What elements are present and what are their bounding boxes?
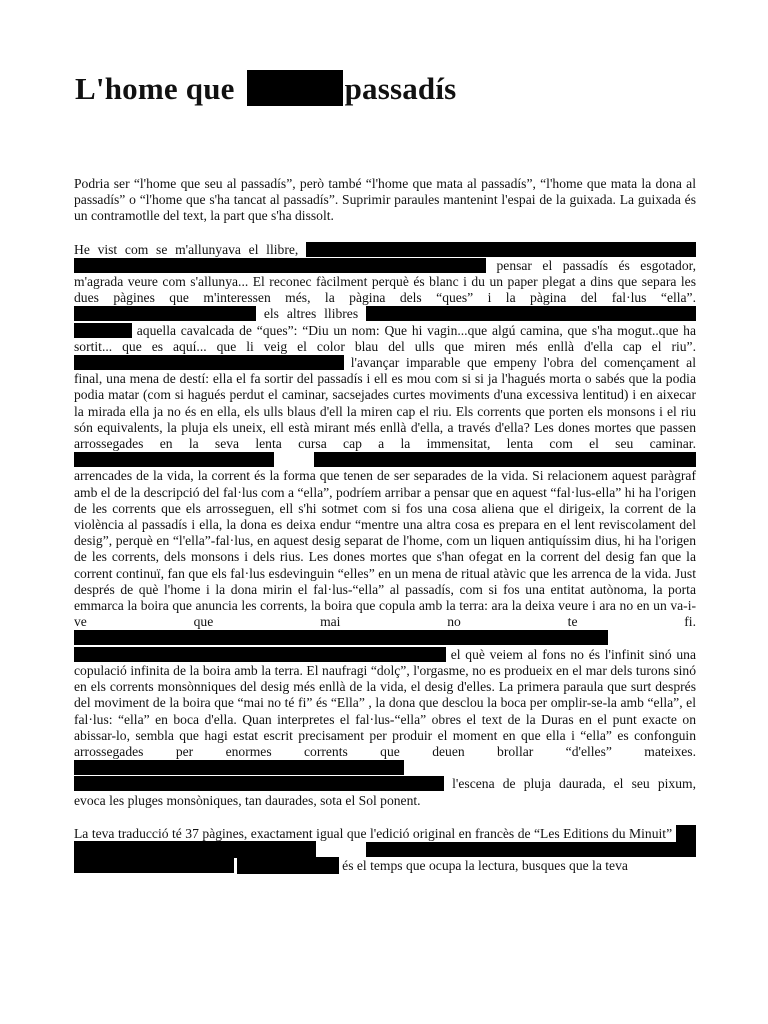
redaction-bar xyxy=(74,647,446,662)
redacted-phrase xyxy=(237,857,338,874)
title-end: passadís xyxy=(344,71,457,106)
paragraph-1: Podria ser “l'home que seu al passadís”, però també “l'home que mata al passadís”, “l'home que mata la dona al passadís” o “l'home que s'ha tancat al passadís”. Suprimir paraules mantenint l'espai de la guixada. La guixada és un contramotlle del text, la part que s'ha dissolt. xyxy=(74,176,696,224)
redaction-bar xyxy=(74,323,132,338)
page-title xyxy=(75,70,456,107)
document-body xyxy=(74,176,696,874)
paragraph-3 xyxy=(74,826,696,875)
title-redaction-bar xyxy=(247,70,343,106)
redaction-bar xyxy=(74,630,608,645)
redaction-bar xyxy=(366,842,696,857)
redaction-bar xyxy=(74,776,444,791)
redaction-bar xyxy=(74,452,274,467)
paragraph-3-text-a: La teva traducció té 37 pàgines, exactament igual que l'edició original en francès de “Les Editions du Minuit” xyxy=(74,825,673,841)
paragraph-2-text-h: l'escena de pluja daurada, el seu pixum, evoca les pluges monsòniques, tan daurades, sota el Sol ponent. xyxy=(74,776,696,808)
paragraph-2-text-e: l'avançar imparable que empeny l'obra del començament al final, una mena de destí: ella el fa sortir del passadís i ell es mou com si si ja l'hagués morta o sabés que la podia podia matar (com si hagués perdut el caminar, sacsejades curtes moviments d'una excessiva lentitud) i en aixecar la mirada ella ja no és en ella, els ulls blaus d'ell la miren cap el riu. Els corrents que porten els monsons i el riu són equivalents, la pluja els uneix, ell està mirant més enllà d'ella, a través d'ella? Les dones mortes que passen arrossegades en la seva lenta cursa cap a la immensitat, lenta com el seu caminar. xyxy=(74,355,696,452)
redaction-bar xyxy=(314,452,696,467)
title-start: L'home que xyxy=(75,71,235,106)
paragraph-2-text-a: He vist com se m'allunyava el llibre, xyxy=(74,241,299,257)
redaction-bar xyxy=(74,258,486,273)
redaction-bar xyxy=(74,306,256,321)
paragraph-2-text-c: els altres llibres xyxy=(263,306,359,322)
paragraph-2-text-f: arrencades de la vida, la corrent és la forma que tenen de ser separades de la vida. Si relacionem aquest paràgraf amb el de la descripció del fal·lus com a “ella”, podríem arribar a pensar que en aquest “fal·lus-ella” hi ha l'origen de les corrents que els arrosseguen, ell s'hi sotmet com si fos una cosa aliena que el dirigeix, la corrent de la violència al passadís i ella, la dona es deixa endur “mentre una altra cosa es prepara en el lent reviscolament del desig”, perquè en “l'ella”-fal·lus, en aquest desig separat de l'home, com un liquen antiquíssim dius, hi ha l'origen de les corrents, dels monsons i dels rius. Les dones mortes que s'han ofegat en la corrent del desig fan que la corrent continuï, fan que els fal·lus esdevinguin “elles” en un mena de ritual atàvic que les arrenca de la vida. Just després de què l'home i la dona mirin el fal·lus-“ella” al passadís, com si fos una entitat autònoma, la porta emmarca la boira que anuncia les corrents, la boira que copula amb la terra: ara la deixa veure i ara no en un va-i-ve que mai no te fi. xyxy=(74,468,696,630)
redaction-bar xyxy=(74,355,344,370)
redaction-bar xyxy=(74,760,404,775)
paragraph-3-text-d: és el temps que ocupa la lectura, busques que la teva xyxy=(342,858,628,874)
redaction-bar xyxy=(306,242,696,257)
redaction-bar xyxy=(366,306,696,321)
paragraph-2-text-g: el què veiem al fons no és l'infinit sinó una copulació infinita de la boira amb la terra. El naufragi “dolç”, l'orgasme, no es produeix en el mar dels turons sinó en els corrents monsònniques del desig més enllà de la vida, el desig d'elles. La primera paraula que surt després del moviment de la boira que “mai no té fi” és “Ella” , la dona que desclou la boca per omplir-se-la amb “ella”, el fal·lus: “ella” en boca d'ella. Quan interpretes el fal·lus-“ella” obres el text de la Duras en el punt exacte on abissar-lo, sembla que hagi estat escrit precisament per produir el moment en que ella i “ella” es confonguin arrossegades per enormes corrents que deuen brollar “d'elles” mateixes. xyxy=(74,646,696,759)
paragraph-2 xyxy=(74,242,696,809)
paragraph-2-text-d: aquella cavalcada de “ques”: “Diu un nom: Que hi vagin...que algú camina, que s'ha mogut..que ha sortit... que es aquí... que li veig el color blau del ulls que miren més enllà d'ella cap el riu”. xyxy=(74,322,696,354)
redaction-bar xyxy=(74,858,234,873)
paragraph-2-text-b: pensar el passadís és esgotador, m'agrada veure com s'allunya... El reconec fàcilment perquè és blanc i du un paper plegat a dins que separa les dues pàgines que m'interessen més, la pàgina dels “ques” i la pàgina del fal·lus “ella”. xyxy=(74,257,697,306)
